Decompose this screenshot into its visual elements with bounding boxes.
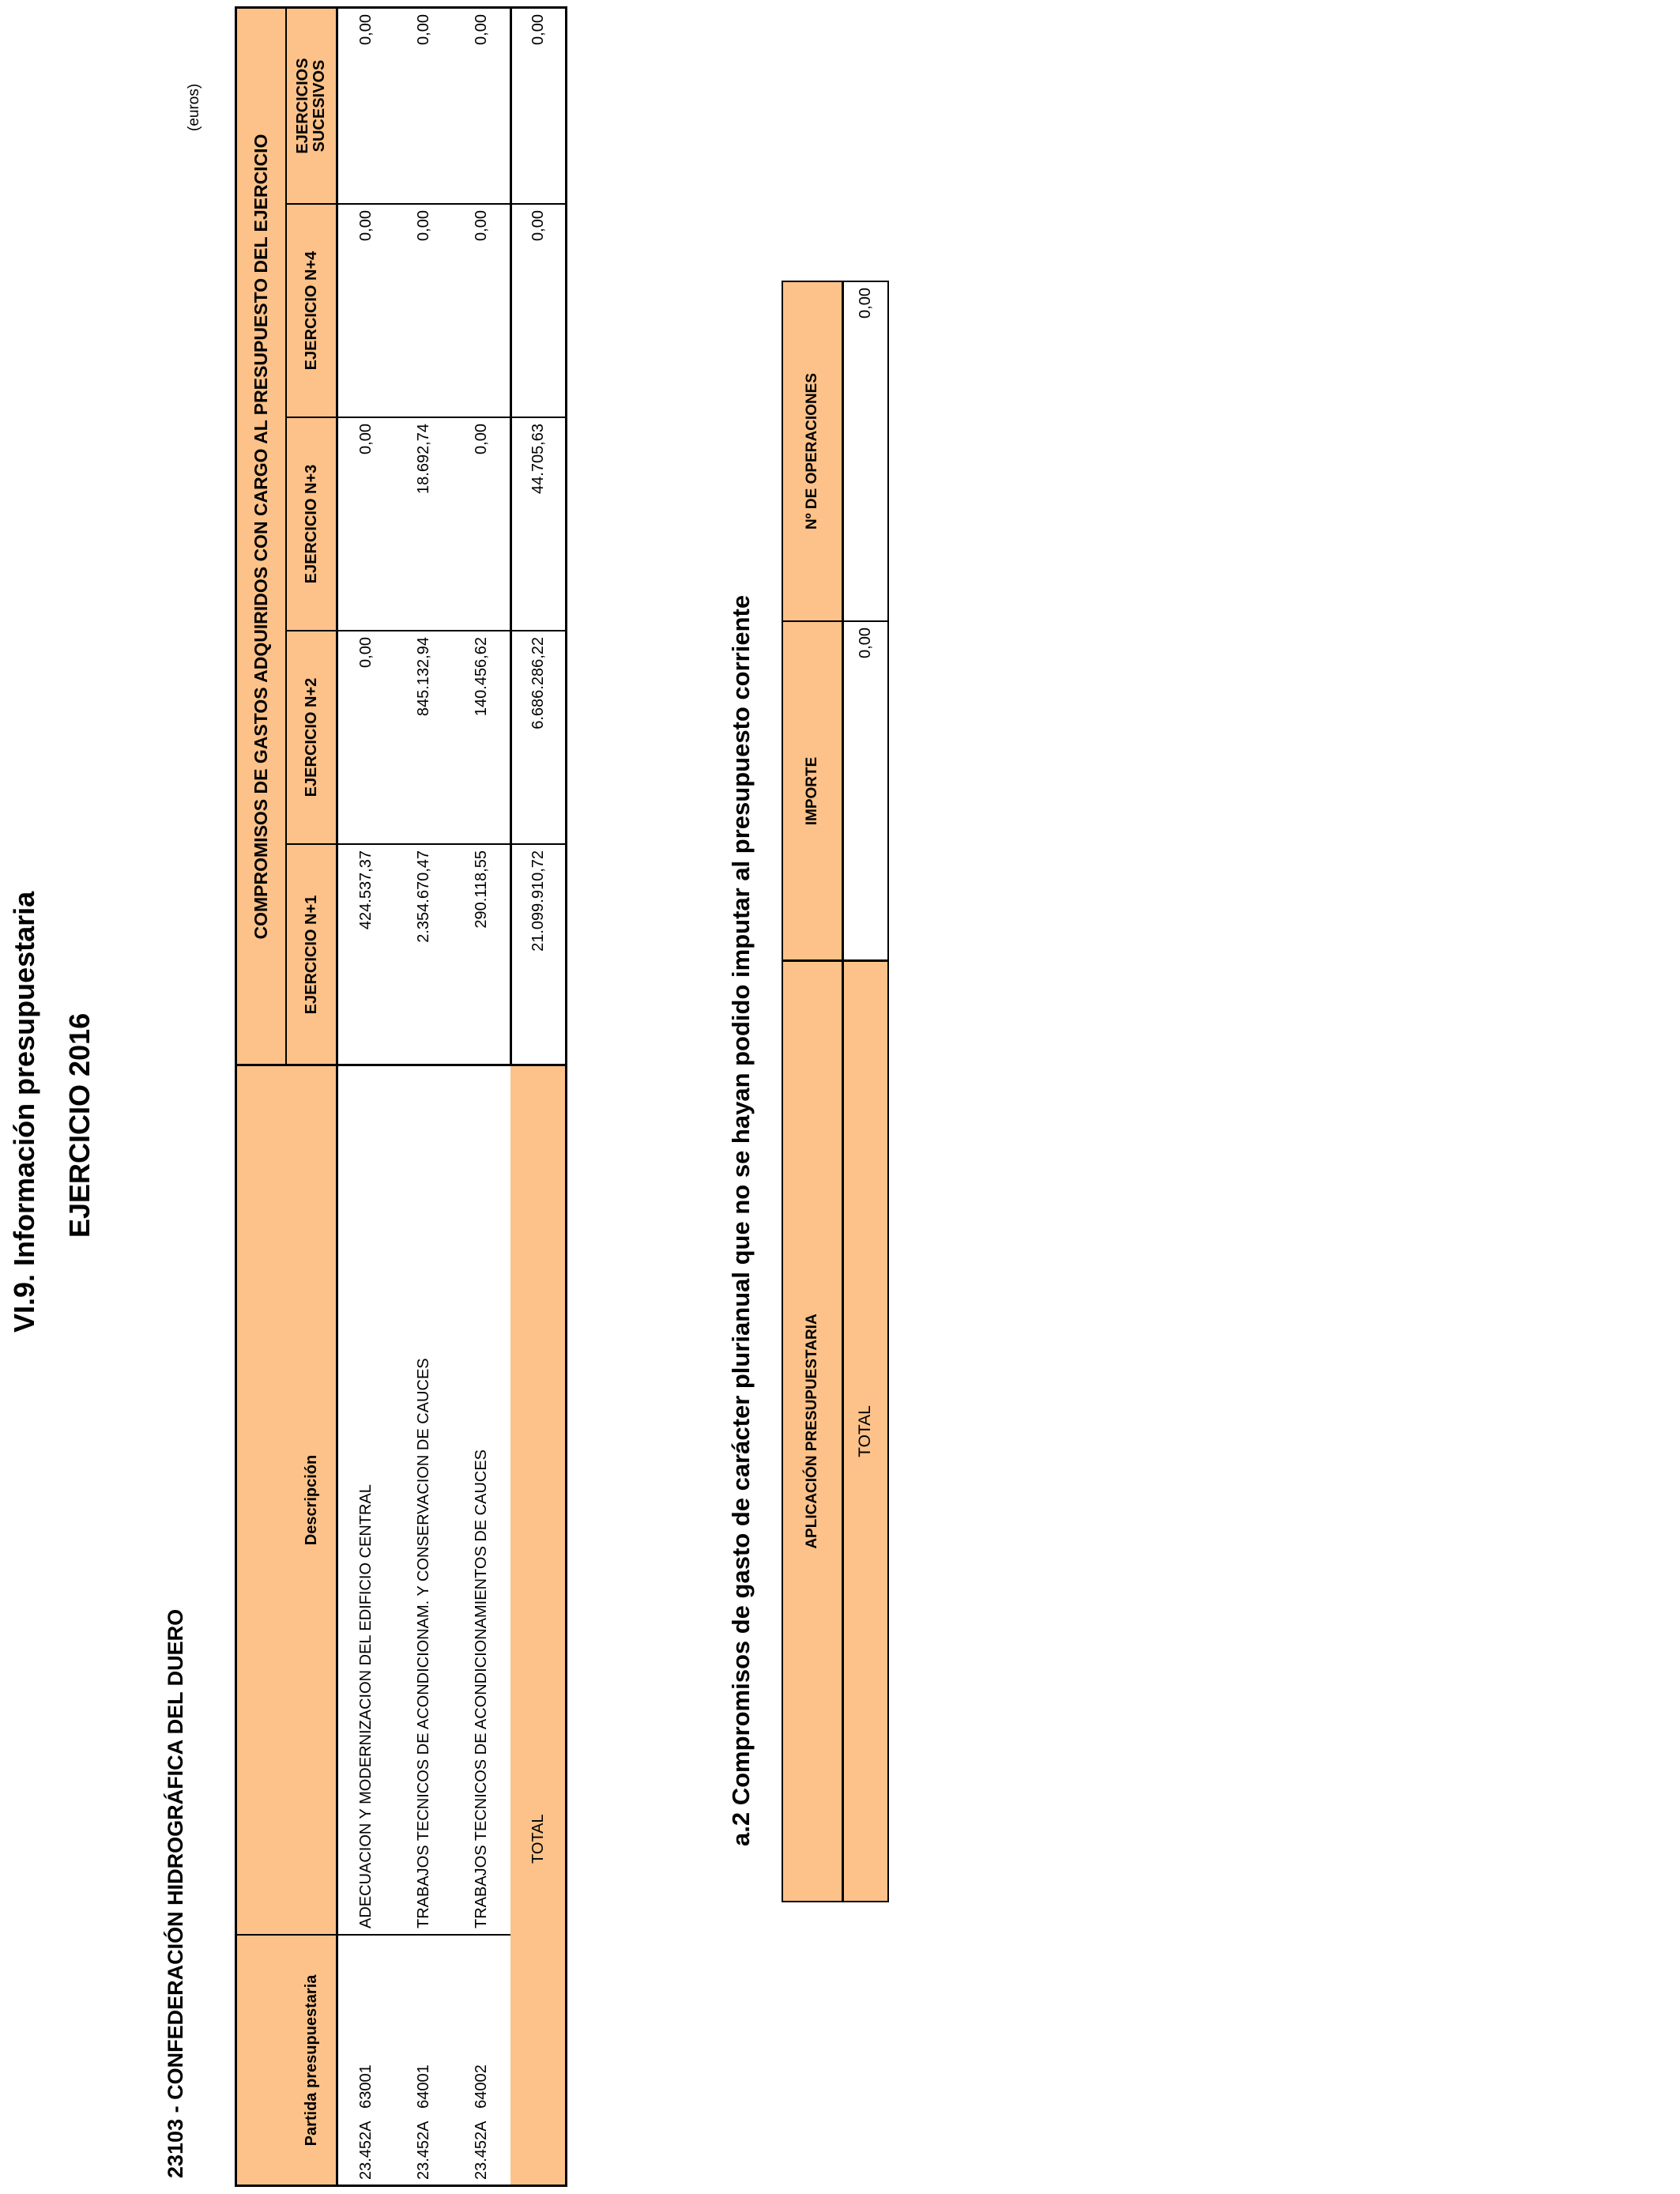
grid-line bbox=[235, 8, 237, 2186]
grid-line bbox=[782, 281, 889, 282]
exercise-year: EJERCICIO 2016 bbox=[63, 1012, 96, 1238]
col-sucesivos-header bbox=[286, 8, 337, 204]
total-n3: 44.705,63 bbox=[529, 424, 547, 494]
total-n4: 0,00 bbox=[529, 210, 547, 241]
row-n1: 290.118,55 bbox=[472, 850, 490, 929]
col-descripcion-header: Descripción bbox=[302, 1454, 320, 1546]
grid-line bbox=[336, 8, 338, 2186]
row-descripcion: ADECUACION Y MODERNIZACION DEL EDIFICIO CENTRAL bbox=[356, 1484, 375, 1928]
table2-total-operaciones: 0,00 bbox=[856, 288, 874, 319]
grid-line bbox=[285, 203, 567, 205]
total-sucesivos: 0,00 bbox=[529, 14, 547, 45]
row-descripcion: TRABAJOS TECNICOS DE ACONDICIONAM. Y CONSERVACION DE CAUCES bbox=[414, 1358, 432, 1928]
grid-line bbox=[285, 8, 287, 1065]
grid-line bbox=[235, 1064, 567, 1066]
row-n2: 0,00 bbox=[356, 637, 375, 668]
table2-total-label: TOTAL bbox=[856, 1405, 874, 1457]
grid-line bbox=[782, 620, 889, 622]
grid-line bbox=[285, 630, 567, 631]
col-importe-header: IMPORTE bbox=[804, 756, 820, 826]
row-n3: 18.692,74 bbox=[414, 424, 432, 494]
row-n4: 0,00 bbox=[414, 210, 432, 241]
grid-line bbox=[782, 959, 889, 962]
col-sucesivos-line1: EJERCICIOS bbox=[294, 58, 311, 154]
row-partida: 23.452A 64001 bbox=[414, 2064, 432, 2180]
row-n1: 424.537,37 bbox=[356, 850, 375, 930]
row-n2: 140.456,62 bbox=[472, 637, 490, 717]
grid-line bbox=[782, 1901, 889, 1902]
col-n1-header: EJERCICIO N+1 bbox=[302, 895, 320, 1015]
col-n4-header: EJERCICIO N+4 bbox=[302, 251, 320, 371]
row-sucesivos: 0,00 bbox=[356, 14, 375, 45]
row-n1: 2.354.670,47 bbox=[414, 850, 432, 943]
grid-line bbox=[565, 8, 567, 2186]
grid-line bbox=[285, 843, 567, 845]
entity-name: 23103 - CONFEDERACIÓN HIDROGRÁFICA DEL DUERO bbox=[164, 1608, 187, 2178]
col-n3-header: EJERCICIO N+3 bbox=[302, 464, 320, 584]
total-n2: 6.686.286,22 bbox=[529, 637, 547, 729]
col-n2-header: EJERCICIO N+2 bbox=[302, 677, 320, 797]
row-n4: 0,00 bbox=[472, 210, 490, 241]
col-partida-header: Partida presupuestaria bbox=[302, 1974, 320, 2147]
grid-line bbox=[887, 281, 889, 1902]
col-operaciones-header: Nº DE OPERACIONES bbox=[804, 372, 820, 530]
row-n3: 0,00 bbox=[356, 424, 375, 454]
row-n2: 845.132,94 bbox=[414, 637, 432, 717]
total-label: TOTAL bbox=[529, 1814, 547, 1864]
row-partida: 23.452A 63001 bbox=[356, 2064, 375, 2180]
row-sucesivos: 0,00 bbox=[472, 14, 490, 45]
row-sucesivos: 0,00 bbox=[414, 14, 432, 45]
section-a2-title: a.2 Compromisos de gasto de carácter plurianual que no se hayan podido imputar al presupuesto corriente bbox=[727, 594, 755, 1846]
grid-line bbox=[842, 281, 844, 1902]
grid-line bbox=[235, 1934, 510, 1936]
grid-line bbox=[782, 281, 783, 1902]
row-n4: 0,00 bbox=[356, 210, 375, 241]
table1-total-label-fill bbox=[510, 1065, 566, 2186]
group-header: COMPROMISOS DE GASTOS ADQUIRIDOS CON CARGO AL PRESUPUESTO DEL EJERCICIO bbox=[250, 134, 271, 940]
total-n1: 21.099.910,72 bbox=[529, 850, 547, 952]
row-partida: 23.452A 64002 bbox=[472, 2064, 490, 2180]
row-descripcion: TRABAJOS TECNICOS DE ACONDICIONAMIENTOS DE CAUCES bbox=[472, 1449, 490, 1928]
col-sucesivos-line2: SUCESIVOS bbox=[311, 59, 328, 153]
col-aplicacion-header: APLICACIÓN PRESUPUESTARIA bbox=[804, 1314, 820, 1549]
grid-line bbox=[285, 417, 567, 418]
row-n3: 0,00 bbox=[472, 424, 490, 454]
units-label: (euros) bbox=[186, 83, 202, 131]
page-title: VI.9. Información presupuestaria bbox=[8, 891, 40, 1333]
grid-line bbox=[510, 8, 512, 1065]
table2-total-importe: 0,00 bbox=[856, 628, 874, 658]
grid-line bbox=[235, 2185, 567, 2187]
grid-line bbox=[235, 6, 567, 9]
